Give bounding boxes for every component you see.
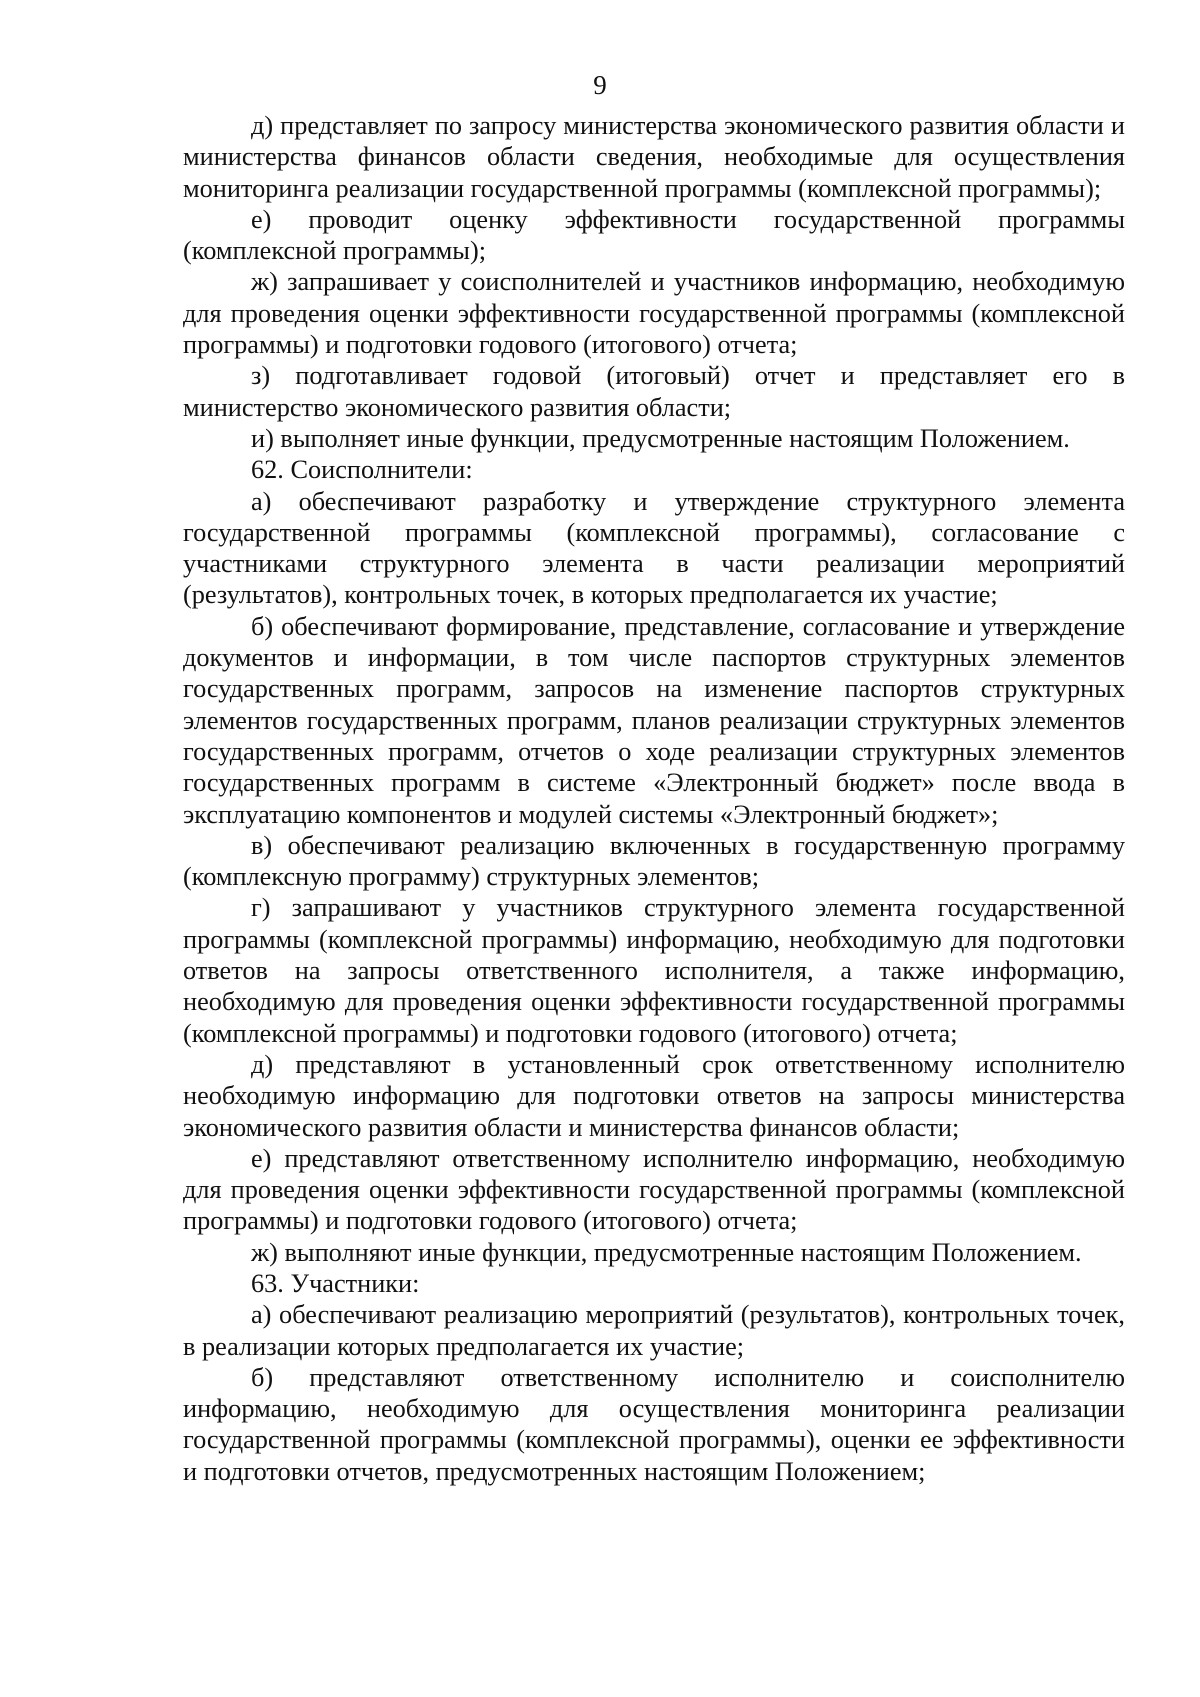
page-number: 9 bbox=[593, 70, 607, 100]
section-62-heading: 62. Соисполнители: bbox=[251, 455, 473, 485]
paragraph-e-responsible-executor: е) проводит оценку эффективности государственной программы (комплексной программы); bbox=[183, 204, 1125, 266]
paragraph-z-responsible-executor: з) подготавливает годовой (итоговый) отчет и представляет его в министерство экономического развития области; bbox=[183, 361, 1125, 422]
document-body bbox=[183, 110, 1125, 1487]
paragraph-d-co-executors: д) представляют в установленный срок ответственному исполнителю необходимую информацию для подготовки ответов на запросы министерства экономического развития области и министерства финансов области; bbox=[183, 1049, 1125, 1142]
paragraph-b-participants: б) представляют ответственному исполнителю и соисполнителю информацию, необходимую для осуществления мониторинга реализации государственной программы (комплексной программы), оценки ее эффективности и подготовки отчетов, предусмотренных настоящим Положением; bbox=[183, 1362, 1125, 1486]
section-63-heading: 63. Участники: bbox=[251, 1268, 420, 1298]
paragraph-a-participants: а) обеспечивают реализацию мероприятий (результатов), контрольных точек, в реализации которых предполагается их участие; bbox=[183, 1300, 1125, 1361]
paragraph-zh-responsible-executor: ж) запрашивает у соисполнителей и участников информацию, необходимую для проведения оценки эффективности государственной программы (комплексной программы) и подготовки годового (итогового) отчета; bbox=[183, 267, 1125, 360]
paragraph-b-co-executors: б) обеспечивают формирование, представление, согласование и утверждение документов и информации, в том числе паспортов структурных элементов государственных программ, запросов на изменение паспортов структурных элементов государственных программ, планов реализации структурных элементов государственных программ, отчетов о ходе реализации структурных элементов государственных программ в системе «Электронный бюджет» после ввода в эксплуатацию компонентов и модулей системы «Электронный бюджет»; bbox=[183, 611, 1125, 829]
paragraph-zh-co-executors: ж) выполняют иные функции, предусмотренные настоящим Положением. bbox=[251, 1237, 1082, 1267]
paragraph-a-co-executors: а) обеспечивают разработку и утверждение структурного элемента государственной программы (комплексной программы), согласование с участниками структурного элемента в части реализации мероприятий (результатов), контрольных точек, в которых предполагается их участие; bbox=[183, 486, 1125, 610]
paragraph-e-co-executors: е) представляют ответственному исполнителю информацию, необходимую для проведения оценки эффективности государственной программы (комплексной программы) и подготовки годового (итогового) отчета; bbox=[183, 1143, 1125, 1236]
paragraph-v-co-executors: в) обеспечивают реализацию включенных в государственную программу (комплексную программу) структурных элементов; bbox=[183, 830, 1125, 892]
paragraph-g-co-executors: г) запрашивают у участников структурного элемента государственной программы (комплексной программы) информацию, необходимую для подготовки ответов на запросы ответственного исполнителя, а также информацию, необходимую для проведения оценки эффективности государственной программы (комплексной программы) и подготовки годового (итогового) отчета; bbox=[183, 893, 1125, 1048]
paragraph-d-responsible-executor: д) представляет по запросу министерства экономического развития области и министерства финансов области сведения, необходимые для осуществления мониторинга реализации государственной программы (комплексной программы); bbox=[183, 111, 1125, 203]
paragraph-i-responsible-executor: и) выполняет иные функции, предусмотренные настоящим Положением. bbox=[251, 423, 1070, 453]
